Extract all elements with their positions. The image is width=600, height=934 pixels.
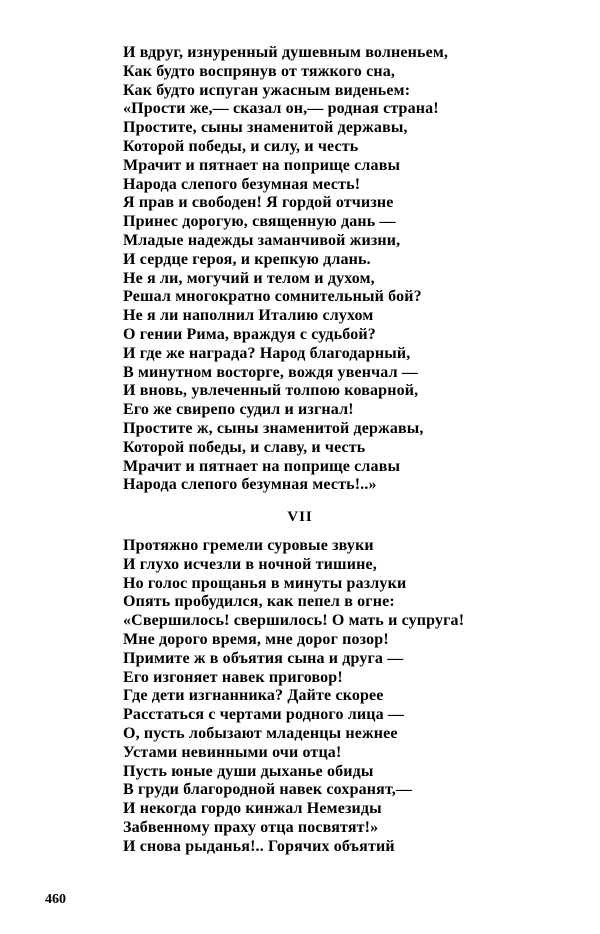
poem-line: Где дети изгнанника? Дайте скорее xyxy=(123,687,384,705)
poem-line: Которой победы, и силу, и честь xyxy=(123,137,359,155)
poem-line: Устами невинными очи отца! xyxy=(123,743,342,761)
poem-line: Которой победы, и славу, и честь xyxy=(123,438,366,456)
poem-line: В минутном восторге, вождя увенчал — xyxy=(123,363,419,381)
poem-line: Опять пробудился, как пепел в огне: xyxy=(123,593,395,611)
poem-line: Расстаться с чертами родного лица — xyxy=(123,706,405,724)
poem-stanza-1 xyxy=(123,44,563,495)
poem-line: Народа слепого безумная месть!..» xyxy=(123,476,377,494)
section-number: VII xyxy=(287,509,313,525)
poem-line: Младые надежды заманчивой жизни, xyxy=(123,231,401,249)
poem-stanza-2 xyxy=(123,537,563,857)
poem-line: Принес дорогую, священную дань — xyxy=(123,213,396,231)
poem-line: Мрачит и пятнает на поприще славы xyxy=(123,156,401,174)
poem-line: Примите ж в объятия сына и друга — xyxy=(123,649,404,667)
poem-line: И вдруг, изнуренный душевным волненьем, xyxy=(123,44,449,61)
poem-line: О гении Рима, враждуя с судьбой? xyxy=(123,325,376,343)
poem-line: И сердце героя, и крепкую длань. xyxy=(123,250,371,268)
poem-line: Простите, сыны знаменитой державы, xyxy=(123,119,408,137)
poem-line: «Прости же,— сказал он,— родная страна! xyxy=(123,100,439,118)
poem-line: Мне дорого время, мне дорог позор! xyxy=(123,630,389,648)
poem-line: Простите ж, сыны знаменитой державы, xyxy=(123,419,424,437)
poem-line: Народа слепого безумная месть! xyxy=(123,175,361,193)
poem-line: В груди благородной навек сохранят,— xyxy=(123,781,413,799)
poem-line: Я прав и свободен! Я гордой отчизне xyxy=(123,194,394,212)
poem-line: Его же свирепо судил и изгнал! xyxy=(123,401,354,419)
poem-line: Как будто воспрянув от тяжкого сна, xyxy=(123,62,395,80)
poem-line: «Свершилось! свершилось! О мать и супруга! xyxy=(123,612,465,630)
poem-line: И вновь, увлеченный толпою коварной, xyxy=(123,382,419,400)
page-number: 460 xyxy=(45,892,66,907)
poem-line: Не я ли наполнил Италию слухом xyxy=(123,307,374,325)
poem-line: И снова рыданья!.. Горячих объятий xyxy=(123,837,395,855)
poem-line: Не я ли, могучий и телом и духом, xyxy=(123,269,375,287)
poem-line: Его изгоняет навек приговор! xyxy=(123,668,343,686)
poem-line: Мрачит и пятнает на поприще славы xyxy=(123,457,401,475)
poem-line: Пусть юные души дыханье обиды xyxy=(123,762,374,780)
poem-line: И глухо исчезли в ночной тишине, xyxy=(123,555,377,573)
poem-line: Как будто испуган ужасным виденьем: xyxy=(123,81,411,99)
poem-line: И некогда гордо кинжал Немезиды xyxy=(123,800,382,818)
poem-line: О, пусть лобызают младенцы нежнее xyxy=(123,724,398,742)
poem-line: И где же награда? Народ благодарный, xyxy=(123,344,411,362)
poem-line: Протяжно гремели суровые звуки xyxy=(123,537,374,554)
poem-line: Но голос прощанья в минуты разлуки xyxy=(123,574,407,592)
poem-line: Забвенному праху отца посвятят!» xyxy=(123,818,379,836)
poem-line: Решал многократно сомнительный бой? xyxy=(123,288,422,306)
